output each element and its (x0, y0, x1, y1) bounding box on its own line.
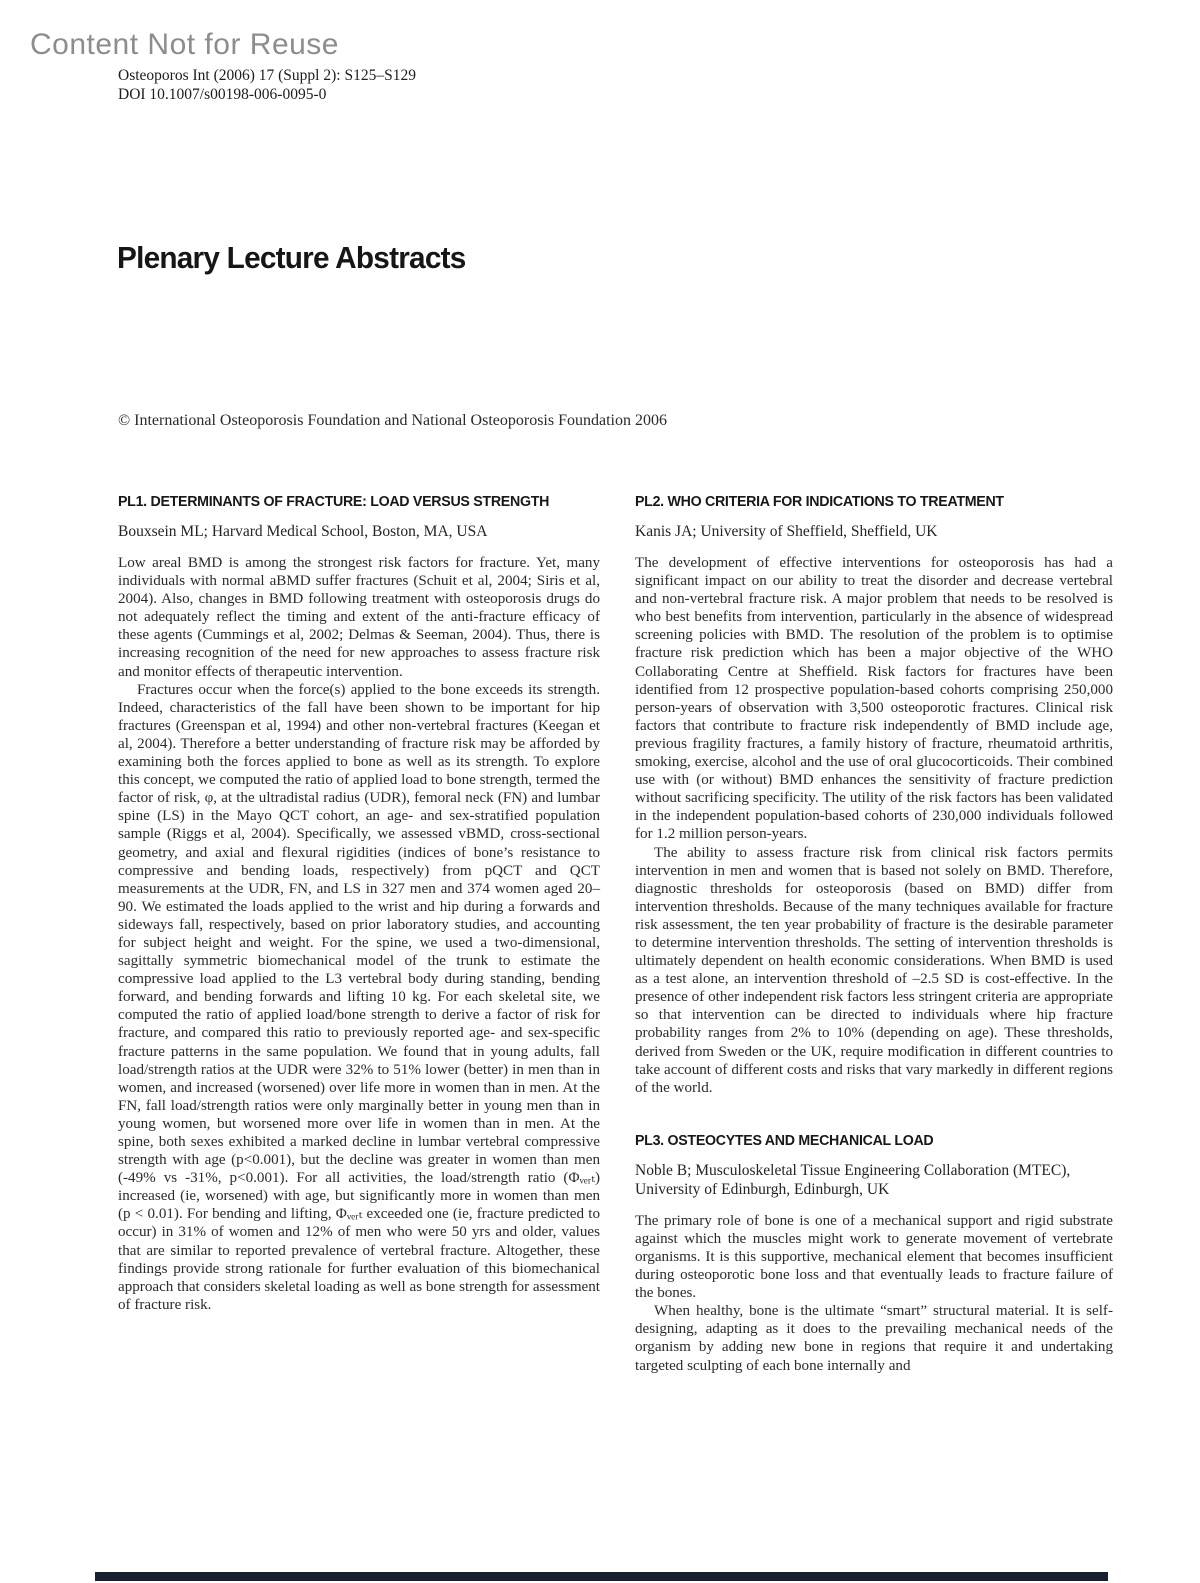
abstract-pl1-authors: Bouxsein ML; Harvard Medical School, Boston, MA, USA (118, 523, 488, 540)
abstract-pl3-authors: Noble B; Musculoskeletal Tissue Engineering Collaboration (MTEC), University of Edinburgh, Edinburgh, UK (635, 1161, 1071, 1198)
abstract-pl2-authors: Kanis JA; University of Sheffield, Sheffield, UK (635, 523, 938, 540)
abstract-pl1 (118, 494, 600, 1314)
left-column (118, 494, 600, 1375)
abstract-pl3-paragraph-2: When healthy, bone is the ultimate “smart” structural material. It is self-designing, adapting as it does to the prevailing mechanical needs of the organism by adding new bone in regions that require it and undertaking targeted sculpting of each bone internally and (635, 1303, 1113, 1374)
abstract-pl3-paragraph-1: The primary role of bone is one of a mechanical support and rigid substrate against which the muscles might work to generate movement of vertebrate organisms. It is this supportive, mechanical element that becomes insufficient during osteoporotic bone loss and that eventually leads to fracture failure of the bones. (635, 1212, 1113, 1302)
abstract-pl2-body (635, 554, 1113, 1097)
journal-citation: Osteoporos Int (2006) 17 (Suppl 2): S125–S129 (118, 67, 416, 84)
abstract-pl3-body (635, 1212, 1113, 1375)
abstract-pl1-heading: PL1. DETERMINANTS OF FRACTURE: LOAD VERSUS STRENGTH (118, 494, 550, 510)
abstract-pl3 (635, 1133, 1113, 1375)
content-not-for-reuse-watermark: Content Not for Reuse (30, 28, 339, 61)
abstract-pl2-heading: PL2. WHO CRITERIA FOR INDICATIONS TO TREATMENT (635, 494, 1004, 510)
abstract-pl1-paragraph-1: Low areal BMD is among the strongest risk factors for fracture. Yet, many individuals with normal aBMD suffer fractures (Schuit et al, 2004; Siris et al, 2004). Also, changes in BMD following treatment with osteoporosis drugs do not adequately reflect the timing and extent of the anti-fracture efficacy of these agents (Cummings et al, 2002; Delmas & Seeman, 2004). Thus, there is increasing recognition of the need for new approaches to assess fracture risk and monitor effects of therapeutic intervention. (118, 555, 600, 680)
page-title: Plenary Lecture Abstracts (117, 240, 466, 275)
journal-header (118, 66, 416, 104)
copyright-line: © International Osteoporosis Foundation and National Osteoporosis Foundation 2006 (118, 412, 667, 429)
right-column (635, 494, 1113, 1375)
journal-doi: DOI 10.1007/s00198-006-0095-0 (118, 86, 327, 103)
abstract-pl2-paragraph-2: The ability to assess fracture risk from clinical risk factors permits intervention in men and women that is based not solely on BMD. Therefore, diagnostic thresholds for osteoporosis (based on BMD) differ from intervention thresholds. Because of the many techniques available for fracture risk assessment, the ten year probability of fracture is the desirable parameter to determine intervention thresholds. The setting of intervention thresholds is ultimately dependent on health economic considerations. When BMD is used as a test alone, an intervention threshold of –2.5 SD is cost-effective. In the presence of other independent risk factors less stringent criteria are appropriate so that intervention can be directed to individuals where hip fracture probability ranges from 2% to 10% (depending on age). These thresholds, derived from Sweden or the UK, require modification in different countries to take account of different costs and risks that vary markedly in different regions of the world. (635, 844, 1113, 1096)
abstract-pl3-heading: PL3. OSTEOCYTES AND MECHANICAL LOAD (635, 1132, 934, 1149)
abstract-pl2 (635, 494, 1113, 1097)
page-bottom-rule (95, 1572, 1108, 1581)
abstract-pl2-paragraph-1: The development of effective interventions for osteoporosis has had a significant impact on our ability to treat the disorder and decrease vertebral and non-vertebral fracture risk. A major problem that needs to be resolved is who best benefits from intervention, particularly in the absence of widespread screening policies with BMD. The resolution of the problem is to optimise fracture risk prediction which has been a major objective of the WHO Collaborating Centre at Sheffield. Risk factors for fractures have been identified from 12 prospective population-based cohorts comprising 250,000 person-years of observation with 3,500 osteoporotic fractures. Clinical risk factors that contribute to fracture risk independently of BMD include age, previous fragility fractures, a family history of fracture, rheumatoid arthritis, smoking, exercise, alcohol and the use of oral glucocorticoids. Their combined use with (or without) BMD enhances the sensitivity of fracture prediction without sacrificing specificity. The utility of the risk factors has been validated in the independent population-based cohorts of 230,000 individuals followed for 1.2 million person-years. (635, 555, 1113, 843)
abstract-pl1-body (118, 554, 600, 1314)
abstracts-columns (118, 494, 1113, 1375)
abstract-pl1-paragraph-2: Fractures occur when the force(s) applied to the bone exceeds its strength. Indeed, characteristics of the fall have been shown to be important for hip fractures (Greenspan et al, 1994) and other non-vertebral fractures (Keegan et al, 2004). Therefore a better understanding of fracture risk may be afforded by examining both the forces applied to bone as well as its strength. To explore this concept, we computed the ratio of applied load to bone strength, termed the factor of risk, φ, at the ultradistal radius (UDR), femoral neck (FN) and lumbar spine (LS) in the Mayo QCT cohort, an age- and sex-stratified population sample (Riggs et al, 2004). Specifically, we assessed vBMD, cross-sectional geometry, and axial and flexural rigidities (indices of bone’s resistance to compressive and bending loads, respectively) from pQCT and QCT measurements at the UDR, FN, and LS in 327 men and 374 women aged 20–90. We estimated the loads applied to the wrist and hip during a forwards and sideways fall, respectively, based on prior laboratory studies, and accounting for subject height and weight. For the spine, we used a two-dimensional, sagittally symmetric biomechanical model of the trunk to estimate the compressive load applied to the L3 vertebral body during standing, bending forward, and bending forwards and lifting 10 kg. For each skeletal site, we computed the ratio of applied load/bone strength to derive a factor of risk for fracture, and compared this ratio to previously reported age- and sex-specific fracture patterns in the same population. We found that in young adults, fall load/strength ratios at the UDR were 32% to 51% lower (better) in men than in women, and increased (worsened) over life more in women than in men. At the FN, fall load/strength ratios were only marginally better in young men than in young women, but worsened more over life in women than in men. At the spine, both sexes exhibited a marked decline in lumbar vertebral compressive strength with age (p<0.001), but the decline was greater in women than men (-49% vs -31%, p<0.001). For all activities, the load/strength ratio (Φᵥₑᵣₜ) increased (ie, worsened) with age, but significantly more in women than men (p < 0.01). For bending and lifting, Φᵥₑᵣₜ exceeded one (ie, fracture predicted to occur) in 31% of women and 12% of men who were 50 yrs and older, values that are similar to reported prevalence of vertebral fracture. Altogether, these findings provide strong rationale for further evaluation of this biomechanical approach that considers skeletal loading as well as bone strength for assessment of fracture risk. (118, 681, 600, 1313)
